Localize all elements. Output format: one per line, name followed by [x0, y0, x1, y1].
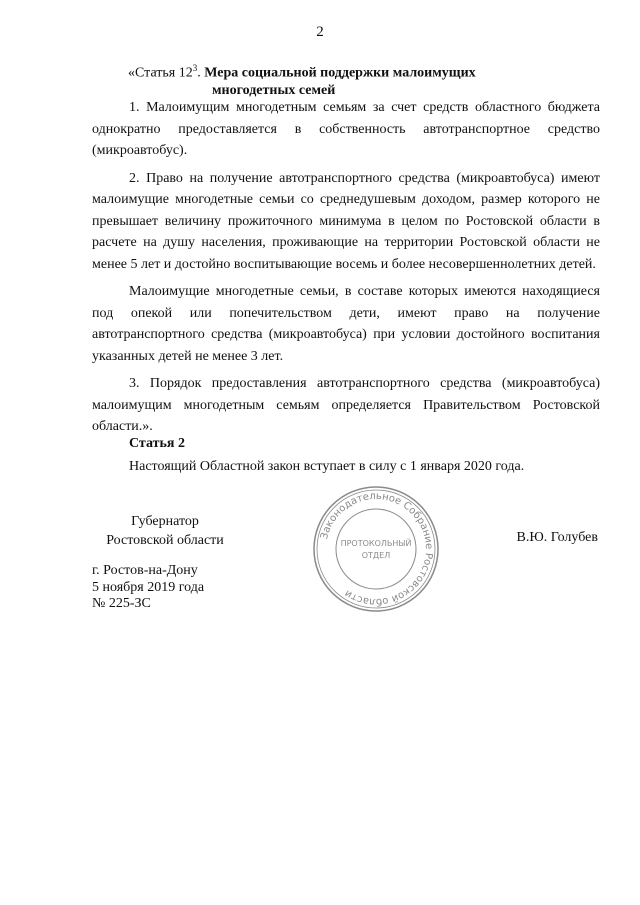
stamp-ring-text: Законодательное Собрание Ростовской области: [319, 490, 435, 608]
paragraph-1: 1. Малоимущим многодетным семьям за счет средств областного бюджета однократно предоставляется в собственность автотранспортное средство (микроавтобус).: [92, 100, 600, 158]
stamp-inner-ring: [336, 509, 416, 589]
article-2-text: Настоящий Областной закон вступает в силу с 1 января 2020 года.: [129, 459, 525, 474]
stamp-outer-ring-inner: [317, 490, 435, 608]
governor-name: В.Ю. Голубев: [516, 530, 598, 545]
governor-title-line2: Ростовской области: [106, 533, 224, 548]
official-stamp: [311, 484, 441, 614]
article-12-title-line1: Мера социальной поддержки малоимущих: [204, 65, 476, 81]
article-12-superscript: 3: [192, 63, 198, 73]
governor-title-line1: Губернатор: [131, 514, 199, 529]
article-12-dot: .: [197, 65, 205, 81]
article-12-body: [92, 97, 600, 444]
article-12-heading: [128, 60, 548, 99]
stamp-outer-ring: [314, 487, 438, 611]
place-date-block: [92, 563, 204, 613]
paragraph-3: 3. Порядок предоставления автотранспортного средства (микроавтобуса) малоимущим многодетным семьям определяется Правительством Ростовской области.».: [92, 376, 600, 434]
date: 5 ноября 2019 года: [92, 579, 205, 595]
stamp-center-line2: ОТДЕЛ: [361, 551, 391, 560]
city: г. Ростов-на-Дону: [92, 563, 198, 578]
paragraph-2: 2. Право на получение автотранспортного средства (микроавтобуса) имеют малоимущие многодетные семьи со среднедушевым доходом, размер которого не превышает величину прожиточного минимума в целом по Ростовской области в расчете на душу населения, проживающие на территории Ростовской области не менее 5 лет и достойно воспитывающие восемь и более несовершеннолетних детей.: [92, 170, 600, 272]
law-number: № 225-ЗС: [92, 596, 151, 611]
article-2-title: Статья 2: [129, 436, 185, 451]
stamp-center-line1: ПРОТОКОЛЬНЫЙ: [340, 539, 412, 548]
paragraph-2-continued: Малоимущие многодетные семьи, в составе которых имеются находящиеся под опекой или попечительством дети, имеют право на получение автотранспортного средства (микроавтобуса) при условии достойного воспитания указанных детей не менее 3 лет.: [92, 284, 600, 364]
page-number: 2: [316, 24, 324, 40]
article-12-prefix: «Статья 12: [128, 65, 193, 81]
article-12-title-line2: многодетных семей: [212, 82, 336, 98]
governor-title: [92, 512, 238, 550]
